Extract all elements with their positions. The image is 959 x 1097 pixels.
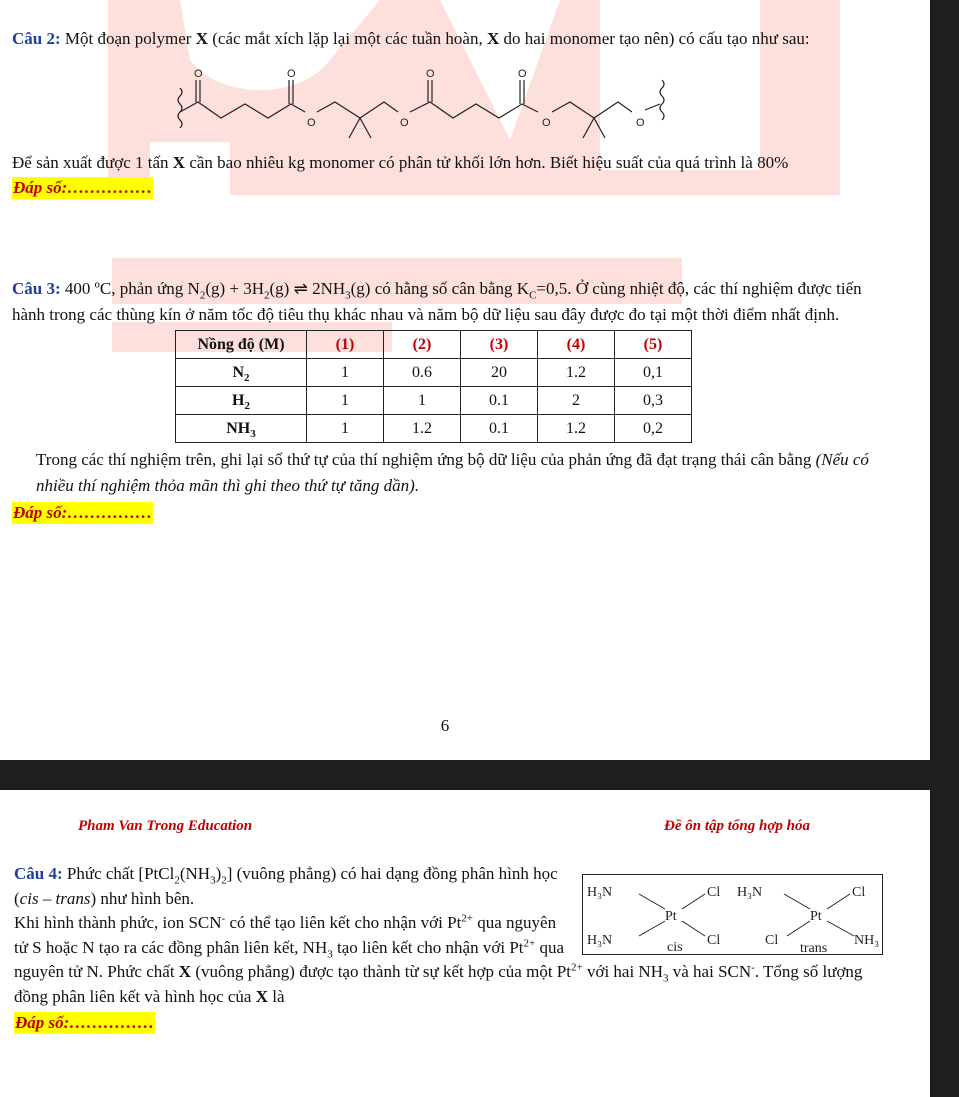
q4-answer-field[interactable]: Đáp số:…………… — [15, 1013, 155, 1032]
q2-label: Câu 2: — [12, 29, 61, 48]
text: 3 — [210, 874, 216, 887]
q3-question — [12, 447, 890, 499]
text: ) — [215, 864, 222, 883]
cell: 0,1 — [615, 359, 692, 387]
atom-o: O — [518, 68, 527, 80]
atom-o: O — [287, 68, 296, 80]
text: Trong các thí nghiệm trên, ghi lại số thứ tự của thí nghiệm ứng bộ dữ liệu của phản ứng đã đạt trạng thái cân bằng — [36, 450, 816, 469]
text: với hai NH — [582, 962, 663, 981]
label-pt: Pt — [810, 909, 822, 924]
q2-question — [12, 152, 890, 174]
cell: 1 — [307, 359, 384, 387]
text: (g) ⇌ 2NH — [269, 279, 346, 298]
page-7 — [0, 790, 930, 1097]
page-header — [12, 816, 890, 836]
text: =0,5. Ở cùng nhiệt độ, các thí nghiệm được tiến hành trong các thùng kín ở năm tốc độ tiêu thụ khác nhau và năm bộ dữ liệu sau đây được đo tại một thời điểm nhất định. — [12, 279, 862, 324]
text: (các mắt xích lặp lại một các tuần hoàn, — [207, 29, 487, 48]
atom-o: O — [307, 117, 316, 129]
text: 2+ — [461, 912, 474, 925]
q2-answer-field[interactable]: Đáp số:…………… — [13, 178, 153, 197]
atom-o: O — [426, 68, 435, 80]
cell: 1.2 — [538, 359, 615, 387]
text: qua nguyên tử S hoặc N tạo ra các đồng phân liên kết, NH — [14, 913, 557, 957]
q3-answer-field[interactable]: Đáp số:…………… — [13, 503, 153, 522]
text: H — [232, 391, 245, 409]
cell: 1.2 — [538, 415, 615, 443]
atom-o: O — [194, 68, 203, 80]
row-label — [176, 415, 307, 443]
text: NH — [226, 419, 251, 437]
text: và hai SCN — [668, 962, 752, 981]
cell: 2 — [538, 387, 615, 415]
text: là — [268, 986, 285, 1006]
cell: 1.2 — [384, 415, 461, 443]
cis-trans-figure — [582, 874, 884, 955]
table-header: (4) — [538, 331, 615, 359]
atom-o: O — [542, 117, 551, 129]
text: X — [178, 962, 192, 981]
atom-o: O — [400, 117, 409, 129]
row-label — [176, 387, 307, 415]
text: X — [486, 29, 500, 48]
cell: 0,3 — [615, 387, 692, 415]
text: 2 — [244, 371, 250, 384]
text: X — [172, 153, 186, 172]
q2-answer-row — [12, 176, 890, 200]
header-left: Pham Van Trong Education — [78, 818, 253, 834]
text: X — [195, 29, 208, 48]
text: 3 — [327, 947, 333, 960]
text: 2 — [264, 289, 270, 302]
text: (g) có hằng số cân bằng K — [350, 279, 530, 298]
text: - — [751, 961, 755, 974]
text: Phức chất [PtCl — [66, 864, 175, 883]
text: cis – trans — [19, 888, 91, 908]
cell: 1 — [307, 387, 384, 415]
cell: 0.1 — [461, 415, 538, 443]
text: 2+ — [570, 961, 583, 974]
concentration-table — [175, 330, 692, 443]
q3-text — [12, 276, 890, 328]
text: 3 — [250, 427, 256, 440]
label-cl: Cl — [707, 933, 721, 948]
text: 2 — [244, 399, 250, 412]
q4-answer-row — [14, 1011, 890, 1035]
q3-label: Câu 3: — [12, 279, 61, 298]
table-row — [176, 415, 692, 443]
row-label — [176, 359, 307, 387]
table-row — [176, 387, 692, 415]
label-h3n: H₃N — [587, 933, 613, 948]
text: 3 — [345, 289, 351, 302]
polymer-structure — [12, 58, 712, 146]
table-header: Nồng độ (M) — [176, 331, 307, 359]
text: 2 — [174, 874, 180, 887]
cell: 0.6 — [384, 359, 461, 387]
text: X — [255, 986, 268, 1006]
table-header: (1) — [307, 331, 384, 359]
text: 400 ºC, phản ứng N — [64, 279, 200, 298]
text: N — [232, 363, 245, 381]
cell: 0.1 — [461, 387, 538, 415]
text: qua nguyên tử N. Phức chất — [14, 937, 565, 981]
label-pt: Pt — [665, 909, 677, 924]
text: do hai monomer tạo nên) có cấu tạo như sau: — [499, 29, 810, 48]
text: tạo liên kết cho nhận với Pt — [332, 937, 524, 957]
label-h3n: H₃N — [587, 885, 613, 900]
text: 2 — [199, 289, 206, 302]
label-cl: Cl — [852, 885, 866, 900]
label-cl: Cl — [707, 885, 721, 900]
q3-answer-row — [12, 501, 890, 525]
text: ) như hình bên. — [90, 888, 195, 908]
cell: 20 — [461, 359, 538, 387]
table-header: (3) — [461, 331, 538, 359]
text: (NH — [179, 864, 211, 883]
table-header-row — [176, 331, 692, 359]
table-row — [176, 359, 692, 387]
text: 3 — [663, 972, 669, 985]
text: có thể tạo liên kết cho nhận với Pt — [225, 913, 462, 932]
label-h3n: H₃N — [737, 885, 763, 900]
cell: 1 — [307, 415, 384, 443]
text: 2 — [221, 874, 227, 887]
text: . Tổng số lượng đồng phân liên kết và hình học của — [14, 962, 863, 1006]
table-header: (2) — [384, 331, 461, 359]
text: Khi hình thành phức, ion SCN — [14, 913, 222, 932]
q2-text — [12, 28, 890, 50]
text: Để sản xuất được 1 tấn — [12, 153, 173, 172]
label-cl: Cl — [765, 933, 779, 948]
label-nh3: NH₃ — [854, 933, 880, 948]
text: (Nếu có nhiều thí nghiệm thỏa mãn thì ghi theo thứ tự tăng dần). — [36, 450, 869, 495]
table-header: (5) — [615, 331, 692, 359]
text: 2+ — [523, 936, 536, 949]
page-number: 6 — [440, 716, 450, 735]
text: C — [529, 289, 537, 302]
text: - — [221, 912, 226, 925]
header-right: Đề ôn tập tổng hợp hóa — [664, 818, 810, 834]
cell: 0,2 — [615, 415, 692, 443]
text: cần bao nhiêu kg monomer có phân tử khối lớn hơn. Biết hiệu suất của quá trình là 80% — [185, 153, 789, 172]
atom-o: O — [636, 117, 645, 129]
scrollbar[interactable] — [930, 0, 959, 1097]
text: Một đoạn polymer — [64, 29, 196, 48]
label-cis: cis — [667, 940, 683, 955]
label-trans: trans — [800, 941, 828, 955]
cell: 1 — [384, 387, 461, 415]
text: ] (vuông phẳng) có hai dạng đồng phân hình học ( — [14, 864, 558, 908]
text: (vuông phẳng) được tạo thành từ sự kết hợp của một Pt — [191, 962, 571, 981]
text: (g) + 3H — [205, 279, 264, 298]
q4-label: Câu 4: — [14, 864, 63, 883]
